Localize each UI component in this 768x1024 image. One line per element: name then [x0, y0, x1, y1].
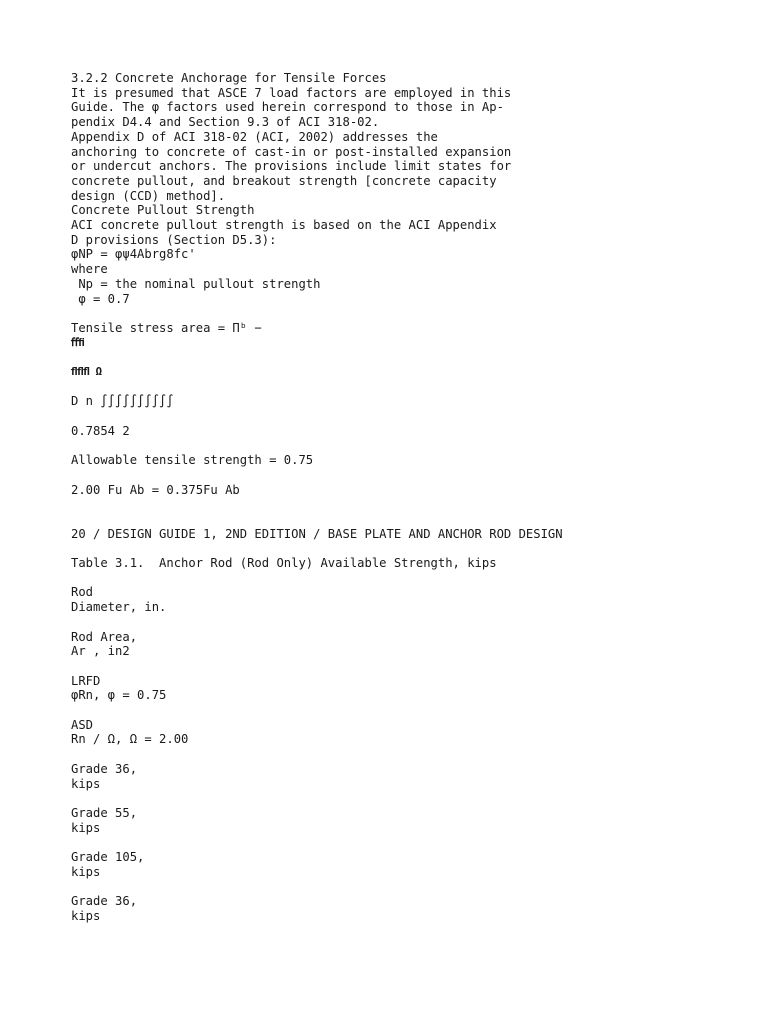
paragraph-line: design (CCD) method]. — [71, 188, 226, 203]
table-header-grade-36-sub: kips — [71, 776, 101, 791]
spacer — [71, 409, 711, 424]
paragraph-line: Guide. The φ factors used herein correspond to those in Ap- — [71, 100, 504, 115]
table-title: Table 3.1. Anchor Rod (Rod Only) Available Strength, kips — [71, 556, 497, 571]
tensile-stress-area: Tensile stress area = Πᵇ − — [71, 320, 262, 335]
table-header-rod-diameter: Rod — [71, 585, 94, 600]
stress-value: 0.7854 2 — [71, 423, 130, 438]
paragraph-line: Appendix D of ACI 318-02 (ACI, 2002) addresses the — [71, 129, 438, 144]
table-header-grade-55: Grade 55, — [71, 805, 138, 820]
subheading: Concrete Pullout Strength — [71, 203, 255, 218]
paragraph-line: ACI concrete pullout strength is based on the ACI Appendix — [71, 218, 497, 233]
paragraph-line: It is presumed that ASCE 7 load factors are employed in this — [71, 85, 512, 100]
page-footer: 20 / DESIGN GUIDE 1, 2ND EDITION / BASE PLATE AND ANCHOR ROD DESIGN — [71, 526, 563, 541]
table-header-grade-55-sub: kips — [71, 820, 101, 835]
allowable-tensile-strength: Allowable tensile strength = 0.75 — [71, 453, 314, 468]
table-header-lrfd-sub: φRn, φ = 0.75 — [71, 688, 167, 703]
garbled-glyphs: ﬂﬂﬂ Ω — [71, 365, 102, 379]
spacer — [71, 835, 711, 850]
spacer — [71, 879, 711, 894]
table-header-lrfd: LRFD — [71, 673, 101, 688]
definition-np: Np = the nominal pullout strength — [71, 276, 321, 291]
paragraph-line: concrete pullout, and breakout strength [concrete capacity — [71, 173, 497, 188]
table-header-rod-diameter-sub: Diameter, in. — [71, 600, 167, 615]
pullout-equation: φNP = φψ4Abrg8fc' — [71, 247, 196, 262]
dn-line: D n ∫∫∫∫∫∫∫∫∫∫ — [71, 394, 174, 409]
table-header-asd-sub: Rn / Ω, Ω = 2.00 — [71, 732, 189, 747]
garbled-glyphs: ﬀﬁ — [71, 335, 85, 349]
table-header-rod-area: Rod Area, — [71, 629, 138, 644]
spacer — [71, 350, 711, 365]
table-header-grade-105-sub: kips — [71, 864, 101, 879]
spacer — [71, 306, 711, 321]
table-header-grade-36-asd: Grade 36, — [71, 894, 138, 909]
definition-phi: φ = 0.7 — [71, 291, 130, 306]
section-heading: 3.2.2 Concrete Anchorage for Tensile Forces — [71, 71, 387, 85]
table-header-asd: ASD — [71, 717, 94, 732]
spacer — [71, 703, 711, 718]
table-header-rod-area-sub: Ar , in2 — [71, 644, 130, 659]
paragraph-line: pendix D4.4 and Section 9.3 of ACI 318-02. — [71, 115, 380, 130]
spacer — [71, 791, 711, 806]
spacer — [71, 571, 711, 586]
spacer — [71, 747, 711, 762]
spacer — [71, 468, 711, 483]
paragraph-line: anchoring to concrete of cast-in or post-installed expansion — [71, 144, 512, 159]
document-page — [71, 71, 711, 924]
spacer — [71, 497, 711, 526]
spacer — [71, 380, 711, 395]
spacer — [71, 659, 711, 674]
spacer — [71, 541, 711, 556]
paragraph-line: D provisions (Section D5.3): — [71, 232, 277, 247]
table-header-grade-36: Grade 36, — [71, 761, 138, 776]
paragraph-line: or undercut anchors. The provisions include limit states for — [71, 159, 512, 174]
table-header-grade-105: Grade 105, — [71, 850, 145, 865]
spacer — [71, 615, 711, 630]
table-header-grade-36-asd-sub: kips — [71, 908, 101, 923]
where-label: where — [71, 262, 108, 277]
allowable-formula: 2.00 Fu Ab = 0.375Fu Ab — [71, 482, 240, 497]
spacer — [71, 439, 711, 454]
